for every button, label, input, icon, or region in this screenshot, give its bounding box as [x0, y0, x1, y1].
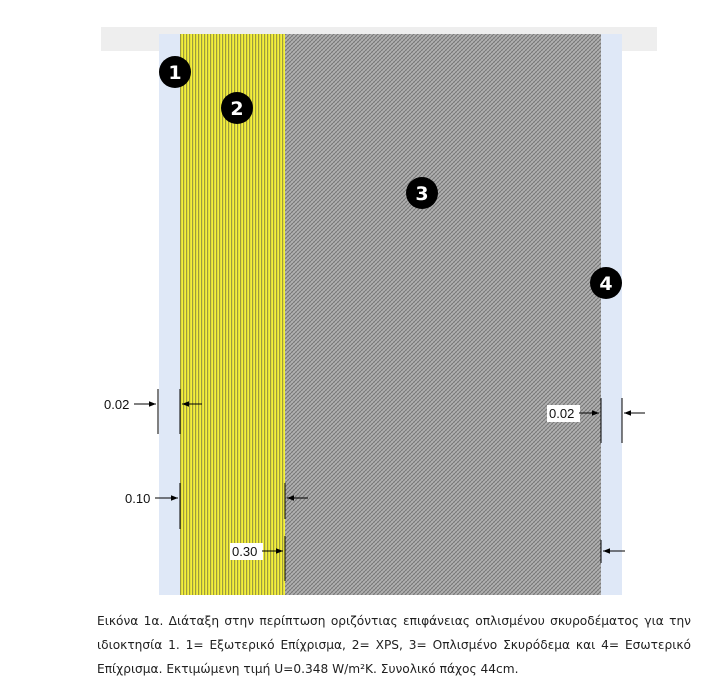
dimension-layer-3-value: 0.30	[232, 544, 258, 559]
figure-caption: Εικόνα 1α. Διάταξη στην περίπτωση οριζόντιας επιφάνειας οπλισμένου σκυροδέματος για την ιδιοκτησία 1. 1= Εξωτερικό Επίχρισμα, 2= XPS, 3= Οπλισμένο Σκυρόδεμα και 4= Εσωτερικό Επίχρισμα. Εκτιμώμενη τιμή U=0.348 W/m²K. Συνολικό πάχος 44cm.	[97, 614, 691, 676]
layer-1-exterior-plaster	[159, 34, 180, 595]
dimension-layer-2-value: 0.10	[125, 491, 151, 506]
badge-layer-4	[590, 267, 622, 299]
layer-4-interior-plaster	[601, 34, 622, 595]
badge-layer-2-label: 2	[230, 98, 244, 120]
badge-layer-1	[159, 56, 191, 88]
layer-3-reinforced-concrete	[285, 34, 601, 595]
badge-layer-3	[406, 177, 438, 209]
badge-layer-2	[221, 92, 253, 124]
dimension-layer-1-value: 0.02	[104, 397, 130, 412]
badge-layer-4-label: 4	[599, 273, 613, 295]
badge-layer-1-label: 1	[168, 62, 182, 84]
dimension-layer-4-value: 0.02	[549, 406, 575, 421]
badge-layer-3-label: 3	[415, 183, 429, 205]
